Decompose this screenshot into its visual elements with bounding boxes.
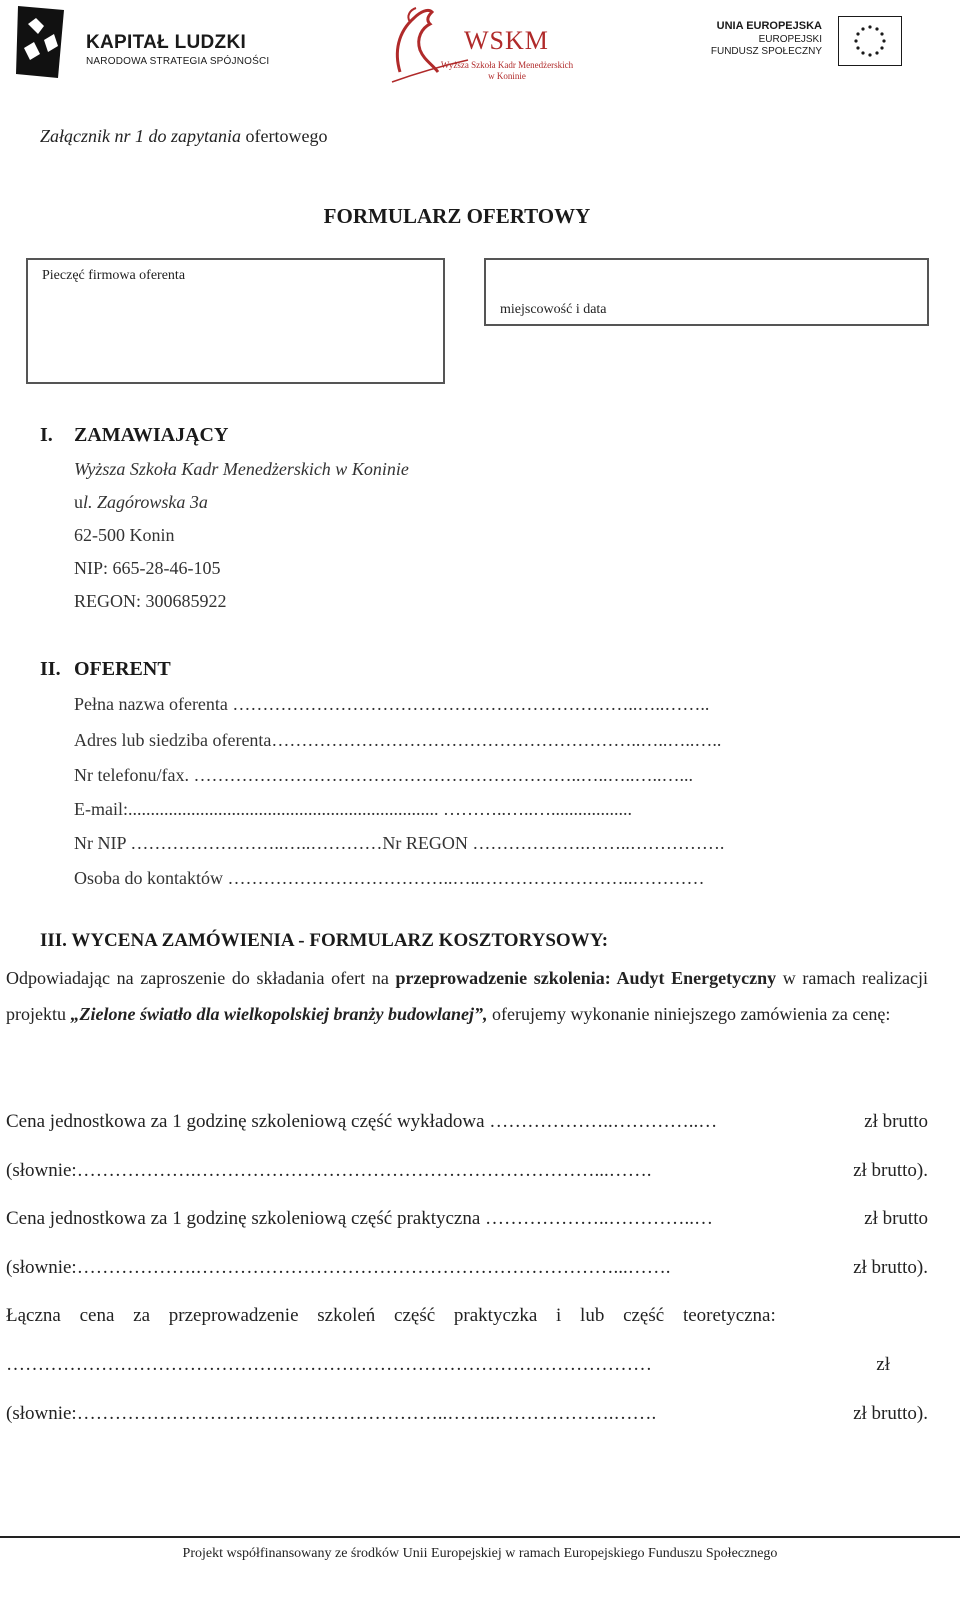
section1-num: I. [40, 424, 53, 446]
section2-line-0: Pełna nazwa oferenta …………………………………………………………..…..…….. [74, 694, 710, 714]
wskm-full-line1: Wyższa Szkoła Kadr Menedżerskich [440, 60, 574, 70]
price-row-practice-words-left: (słownie:……………….…………………………………………………………...……. [6, 1257, 671, 1278]
total-price-row [6, 1354, 890, 1376]
date-label: miejscowość i data [500, 302, 607, 317]
section2-line-4: Nr NIP ……………………..…..…………Nr REGON ……………….……..……………. [74, 833, 725, 853]
intro-bold-2: „Zielone światło dla wielkopolskiej branży budowlanej”, [70, 1004, 488, 1024]
wskm-full-name [432, 60, 582, 82]
ue-line1: UNIA EUROPEJSKA [716, 20, 822, 32]
total-price-label: Łączna cena za przeprowadzenie szkoleń część praktyczka i lub część teoretyczna: [6, 1305, 776, 1326]
wskm-full-line2: w Koninie [488, 71, 526, 81]
section2-line-1: Adres lub siedziba oferenta……………………………………………………..…..…..….. [74, 730, 722, 750]
section1-line-3: NIP: 665-28-46-105 [74, 558, 221, 578]
kapital-ludzki-mark-icon [14, 4, 68, 82]
footer-divider [0, 1536, 960, 1538]
page-title: FORMULARZ OFERTOWY [323, 204, 591, 228]
section1-line-1-text: l. Zagórowska 3a [83, 492, 208, 512]
section1-title: ZAMAWIAJĄCY [74, 424, 229, 446]
total-price-dots: ………………………………………………………………………………………… [6, 1354, 652, 1375]
total-price-currency: zł [876, 1354, 890, 1375]
date-box [484, 258, 929, 326]
section2-line-2: Nr telefonu/fax. ………………………………………………………..…..…..…..…... [74, 765, 693, 785]
price-row-practice-words-right: zł brutto). [853, 1257, 928, 1278]
wskm-abbr: WSKM [464, 26, 549, 55]
section1-line-0: Wyższa Szkoła Kadr Menedżerskich w Koninie [74, 459, 409, 479]
ue-logo [712, 14, 912, 74]
total-price-words [6, 1403, 928, 1425]
price-row-practice-words [6, 1257, 928, 1279]
section1-line-2: 62-500 Konin [74, 525, 175, 545]
price-row-lecture-words-left: (słownie:……………….………………………………………………………...……. [6, 1160, 652, 1181]
footer-text: Projekt współfinansowany ze środków Unii Europejskiej w ramach Europejskiego Funduszu Społecznego [182, 1546, 778, 1561]
intro-text-1: Odpowiadając na zaproszenie do składania ofert na [6, 968, 396, 988]
price-row-practice-left: Cena jednostkowa za 1 godzinę szkoleniową część praktyczna ………………..…………..… [6, 1208, 714, 1229]
section3-heading: III. WYCENA ZAMÓWIENIA - FORMULARZ KOSZTORYSOWY: [40, 930, 609, 951]
section1-heading [40, 424, 228, 447]
kapital-ludzki-sub: NARODOWA STRATEGIA SPÓJNOŚCI [86, 56, 270, 67]
price-row-lecture [6, 1111, 928, 1133]
section1-line-1: ul. Zagórowska 3a [74, 492, 208, 512]
attachment-rest: ofertowego [245, 126, 328, 146]
intro-text-3: oferujemy wykonanie niniejszego zamówienia za cenę: [487, 1004, 891, 1024]
section2-heading [40, 658, 171, 681]
total-price-words-right: zł brutto). [853, 1403, 928, 1424]
intro-text-2: w ramach realizacji projektu [6, 968, 929, 1024]
total-price-words-left: (słownie:…………………………………………………..……..……………….……. [6, 1403, 657, 1424]
section2-num: II. [40, 658, 61, 680]
kapital-ludzki-name: KAPITAŁ LUDZKI [86, 32, 247, 53]
section2-line-5: Osoba do kontaktów ………………………………..…..……………………..………… [74, 868, 705, 888]
stamp-label: Pieczęć firmowa oferenta [42, 268, 186, 283]
section1-line-4: REGON: 300685922 [74, 591, 227, 611]
intro-bold-1: przeprowadzenie szkolenia: Audyt Energetyczny [395, 968, 777, 988]
ue-line2: EUROPEJSKI [758, 34, 822, 45]
ue-line3: FUNDUSZ SPOŁECZNY [710, 46, 822, 57]
price-row-lecture-words-right: zł brutto). [853, 1160, 928, 1181]
price-row-lecture-words [6, 1160, 928, 1182]
attachment-note [40, 126, 327, 147]
price-row-practice [6, 1208, 928, 1230]
price-row-lecture-right: zł brutto [864, 1111, 928, 1132]
section2-line-3: E-mail:..................................................................... ………..…..….................. [74, 799, 632, 819]
price-row-lecture-left: Cena jednostkowa za 1 godzinę szkoleniową część wykładowa ………………..…………..… [6, 1111, 718, 1132]
stamp-box [26, 258, 445, 384]
eu-flag-icon [838, 16, 902, 66]
kapital-ludzki-logo [14, 4, 294, 84]
wskm-logo [380, 2, 620, 88]
section3-intro [6, 960, 928, 1032]
price-row-practice-right: zł brutto [864, 1208, 928, 1229]
section2-title: OFERENT [74, 658, 171, 680]
attachment-italic: Załącznik nr 1 do zapytania [40, 126, 246, 146]
